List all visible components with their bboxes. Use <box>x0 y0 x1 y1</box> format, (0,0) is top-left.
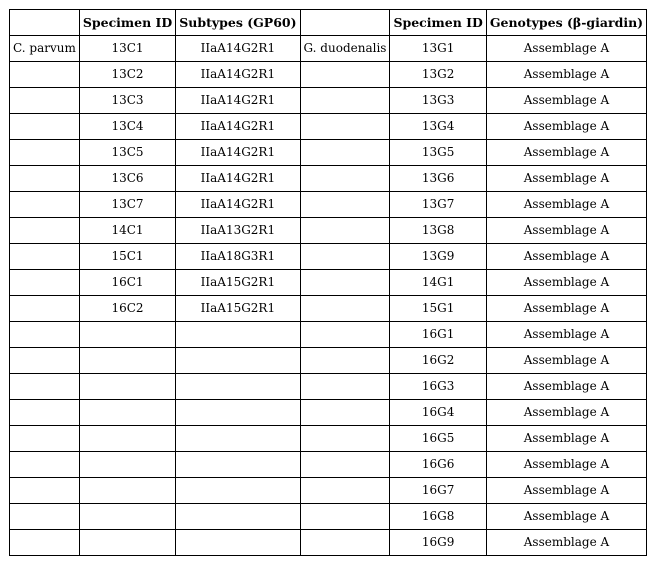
genotype-cell: Assemblage A <box>486 166 646 192</box>
species-cell <box>10 400 80 426</box>
specimen-id-cell <box>79 530 175 556</box>
genotype-cell: Assemblage A <box>486 374 646 400</box>
species-cell-2 <box>300 452 390 478</box>
species-cell-2 <box>300 88 390 114</box>
subtype-cell: IIaA14G2R1 <box>176 140 300 166</box>
table-row <box>10 400 647 426</box>
table-row <box>10 88 647 114</box>
subtype-cell: IIaA13G2R1 <box>176 218 300 244</box>
specimen-id-cell-2: 16G7 <box>390 478 486 504</box>
subtype-cell: IIaA14G2R1 <box>176 114 300 140</box>
specimen-id-cell <box>79 504 175 530</box>
specimen-id-cell: 13C6 <box>79 166 175 192</box>
species-cell <box>10 504 80 530</box>
species-cell <box>10 478 80 504</box>
species-cell-2 <box>300 530 390 556</box>
specimen-id-cell-2: 16G2 <box>390 348 486 374</box>
table-row <box>10 62 647 88</box>
genotype-cell: Assemblage A <box>486 88 646 114</box>
genotype-cell: Assemblage A <box>486 270 646 296</box>
subtype-cell <box>176 504 300 530</box>
species-cell: C. parvum <box>10 36 80 62</box>
genotype-cell: Assemblage A <box>486 36 646 62</box>
specimen-id-cell-2: 13G3 <box>390 88 486 114</box>
genotype-cell: Assemblage A <box>486 114 646 140</box>
subtype-cell: IIaA15G2R1 <box>176 296 300 322</box>
specimen-id-cell-2: 13G2 <box>390 62 486 88</box>
genotype-cell: Assemblage A <box>486 192 646 218</box>
subtype-cell <box>176 374 300 400</box>
species-cell-2 <box>300 478 390 504</box>
species-cell <box>10 140 80 166</box>
subtype-cell: IIaA14G2R1 <box>176 88 300 114</box>
specimen-id-cell-2: 16G9 <box>390 530 486 556</box>
specimen-id-cell: 13C3 <box>79 88 175 114</box>
subtype-cell <box>176 478 300 504</box>
specimen-table <box>9 9 647 556</box>
genotype-cell: Assemblage A <box>486 530 646 556</box>
specimen-id-cell-2: 13G5 <box>390 140 486 166</box>
specimen-id-cell-2: 14G1 <box>390 270 486 296</box>
genotype-cell: Assemblage A <box>486 426 646 452</box>
genotype-cell: Assemblage A <box>486 322 646 348</box>
header-specimen-id: Specimen ID <box>79 10 175 36</box>
specimen-id-cell: 14C1 <box>79 218 175 244</box>
specimen-id-cell-2: 16G3 <box>390 374 486 400</box>
species-cell <box>10 530 80 556</box>
genotype-cell: Assemblage A <box>486 348 646 374</box>
specimen-id-cell: 13C2 <box>79 62 175 88</box>
species-cell <box>10 244 80 270</box>
genotype-cell: Assemblage A <box>486 244 646 270</box>
genotype-cell: Assemblage A <box>486 452 646 478</box>
species-cell-2 <box>300 426 390 452</box>
species-cell-2 <box>300 166 390 192</box>
species-cell-2 <box>300 192 390 218</box>
species-cell <box>10 192 80 218</box>
species-cell <box>10 166 80 192</box>
subtype-cell <box>176 400 300 426</box>
specimen-id-cell-2: 13G1 <box>390 36 486 62</box>
species-cell-2 <box>300 270 390 296</box>
species-cell <box>10 62 80 88</box>
specimen-id-cell-2: 16G8 <box>390 504 486 530</box>
genotype-cell: Assemblage A <box>486 140 646 166</box>
header-row <box>10 10 647 36</box>
specimen-id-cell-2: 16G4 <box>390 400 486 426</box>
subtype-cell: IIaA14G2R1 <box>176 62 300 88</box>
specimen-id-cell-2: 15G1 <box>390 296 486 322</box>
species-cell-2 <box>300 114 390 140</box>
species-cell-2 <box>300 244 390 270</box>
species-cell-2 <box>300 62 390 88</box>
table-row <box>10 218 647 244</box>
subtype-cell <box>176 426 300 452</box>
specimen-id-cell: 13C1 <box>79 36 175 62</box>
species-cell <box>10 88 80 114</box>
specimen-id-cell <box>79 374 175 400</box>
table-row <box>10 114 647 140</box>
specimen-id-cell <box>79 400 175 426</box>
subtype-cell: IIaA14G2R1 <box>176 166 300 192</box>
specimen-id-cell <box>79 452 175 478</box>
specimen-id-cell-2: 16G5 <box>390 426 486 452</box>
species-cell-2 <box>300 348 390 374</box>
table-row <box>10 140 647 166</box>
genotype-cell: Assemblage A <box>486 400 646 426</box>
table-row <box>10 426 647 452</box>
table-body <box>10 36 647 556</box>
species-cell-2: G. duodenalis <box>300 36 390 62</box>
species-cell <box>10 322 80 348</box>
table-row <box>10 348 647 374</box>
specimen-id-cell <box>79 426 175 452</box>
specimen-id-cell-2: 13G7 <box>390 192 486 218</box>
species-cell-2 <box>300 140 390 166</box>
specimen-id-cell <box>79 322 175 348</box>
species-cell-2 <box>300 218 390 244</box>
subtype-cell: IIaA14G2R1 <box>176 192 300 218</box>
specimen-id-cell <box>79 478 175 504</box>
table-row <box>10 478 647 504</box>
species-cell <box>10 426 80 452</box>
table-row <box>10 244 647 270</box>
specimen-id-cell-2: 16G6 <box>390 452 486 478</box>
specimen-id-cell: 13C5 <box>79 140 175 166</box>
header-genotypes: Genotypes (β-giardin) <box>486 10 646 36</box>
species-cell-2 <box>300 322 390 348</box>
specimen-id-cell: 16C1 <box>79 270 175 296</box>
header-subtypes: Subtypes (GP60) <box>176 10 300 36</box>
specimen-id-cell-2: 13G6 <box>390 166 486 192</box>
header-species-crypto <box>10 10 80 36</box>
subtype-cell <box>176 322 300 348</box>
specimen-id-cell: 16C2 <box>79 296 175 322</box>
specimen-id-cell: 13C4 <box>79 114 175 140</box>
table-row <box>10 296 647 322</box>
subtype-cell <box>176 452 300 478</box>
species-cell <box>10 270 80 296</box>
species-cell <box>10 114 80 140</box>
header-specimen-id-2: Specimen ID <box>390 10 486 36</box>
table-row <box>10 530 647 556</box>
header-species-giardia <box>300 10 390 36</box>
species-cell-2 <box>300 374 390 400</box>
genotype-cell: Assemblage A <box>486 504 646 530</box>
subtype-cell <box>176 530 300 556</box>
table-row <box>10 322 647 348</box>
genotype-cell: Assemblage A <box>486 218 646 244</box>
specimen-id-cell <box>79 348 175 374</box>
species-cell <box>10 374 80 400</box>
specimen-id-cell-2: 16G1 <box>390 322 486 348</box>
species-cell <box>10 348 80 374</box>
table-row <box>10 504 647 530</box>
table-row <box>10 36 647 62</box>
species-cell-2 <box>300 400 390 426</box>
specimen-id-cell: 13C7 <box>79 192 175 218</box>
specimen-id-cell-2: 13G8 <box>390 218 486 244</box>
species-cell <box>10 296 80 322</box>
subtype-cell: IIaA15G2R1 <box>176 270 300 296</box>
table-row <box>10 192 647 218</box>
subtype-cell: IIaA18G3R1 <box>176 244 300 270</box>
table-row <box>10 270 647 296</box>
genotype-cell: Assemblage A <box>486 478 646 504</box>
species-cell-2 <box>300 504 390 530</box>
species-cell <box>10 452 80 478</box>
species-cell-2 <box>300 296 390 322</box>
subtype-cell: IIaA14G2R1 <box>176 36 300 62</box>
subtype-cell <box>176 348 300 374</box>
table-row <box>10 452 647 478</box>
specimen-id-cell-2: 13G4 <box>390 114 486 140</box>
genotype-cell: Assemblage A <box>486 62 646 88</box>
table-row <box>10 166 647 192</box>
genotype-cell: Assemblage A <box>486 296 646 322</box>
table-row <box>10 374 647 400</box>
specimen-id-cell-2: 13G9 <box>390 244 486 270</box>
specimen-id-cell: 15C1 <box>79 244 175 270</box>
species-cell <box>10 218 80 244</box>
